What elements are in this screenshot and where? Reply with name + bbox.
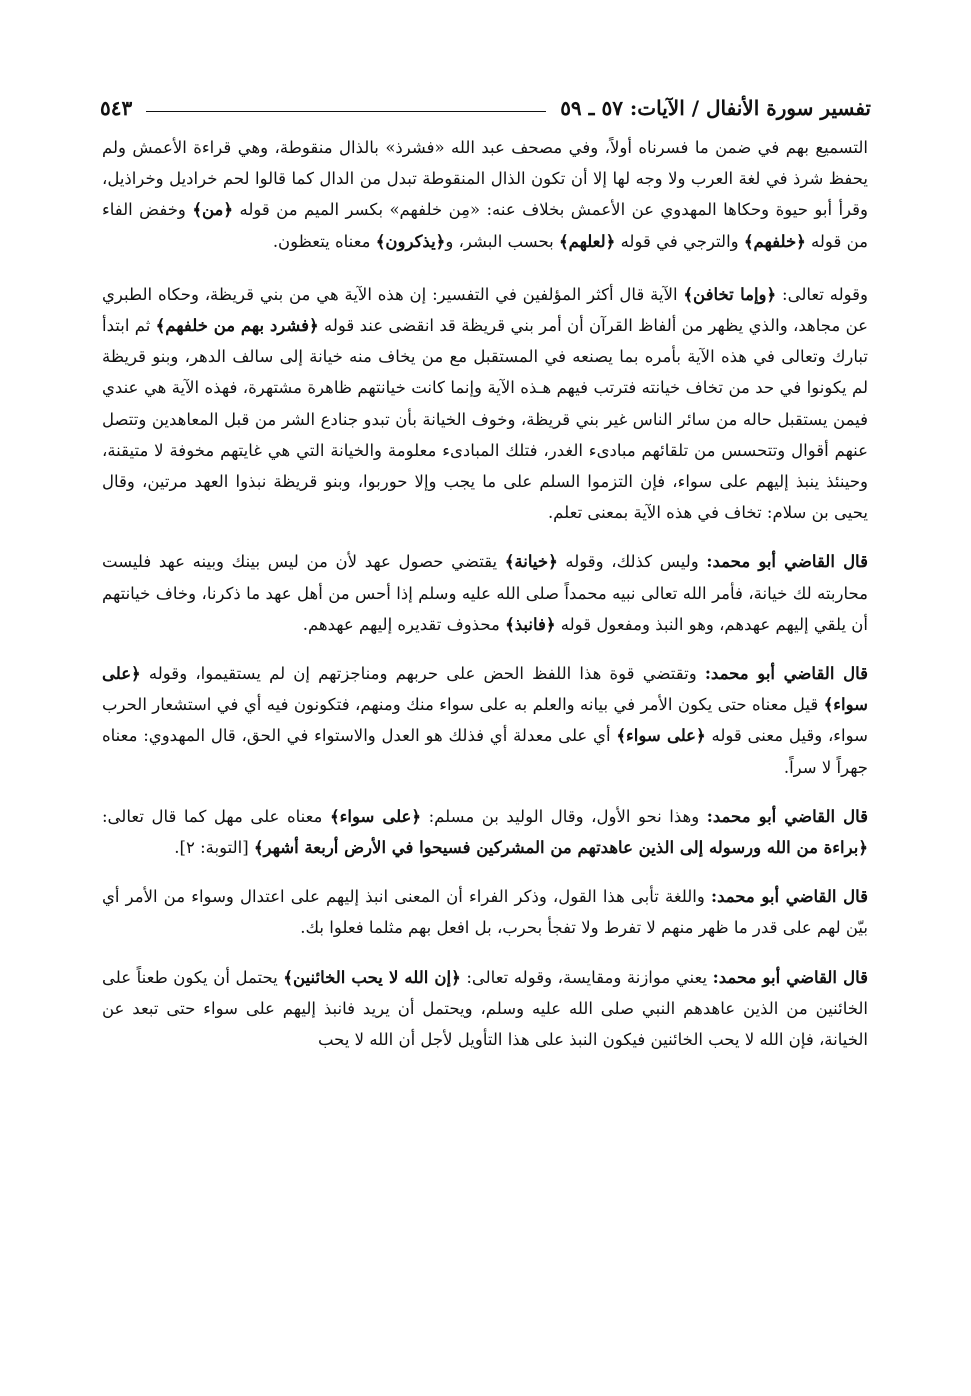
paragraph <box>102 801 868 863</box>
quran-quote: ﴿لعلهم﴾ <box>558 231 616 251</box>
text-run: وهذا نحو الأول، وقال الوليد بن مسلم: <box>421 806 707 826</box>
text-run: الآية قال أكثر المؤلفين في التفسير: إن هذه الآية هي من بني قريظة، وحكاه الطبري عن مجاهد، والذي يظهر من ألفاظ القرآن أن أمر بني قريظة قد انقضى عند قوله <box>102 284 868 336</box>
quran-quote: ﴿فشرد بهم من خلفهم﴾ <box>155 316 319 336</box>
quran-quote: ﴿على سواء﴾ <box>616 726 706 746</box>
text-run: ثم ابتدأ تبارك وتعالى في هذه الآية بأمره بما يصنعه في المستقبل مع من يخاف منه خيانة إلى سالف الدهر، وبنو قريظة لم يكونوا في حد من تخاف خيانته فترتب فيهم هـذه الآية وإنما كانت خيانتهم ظاهرة مشتهرة، فهذه الآية هي عندي فيمن يستقبل حاله من سائر الناس غير بني قريظة، وخوف الخيانة بأن تبدو جنادع الشر من قبل المعاهدين وتتصل عنهم أقوال وتتحسس من تلقائهم مبادىء الغدر، فتلك المبادىء معلومة والخيانة التي هي غايتهم مخوفة لا متيقنة، وحينئذ ينبذ إليهم على سواء، فإن التزموا السلم على ما يجب وإلا حوربوا، وبنو قريظة نبذوا العهد مرتين، وقال يحيى بن سلام: تخاف في هذه الآية بمعنى تعلم. <box>102 316 868 523</box>
text-run: معناه على مهل كما قال تعالى: <box>102 806 330 826</box>
quran-quote: ﴿وإما تخافن﴾ <box>683 284 777 304</box>
speaker-label: قال القاضي أبو محمد: <box>704 664 868 684</box>
quran-quote: ﴿يذكرون﴾ <box>375 231 446 251</box>
paragraph <box>102 546 868 640</box>
quran-quote: ﴿على سواء﴾ <box>329 806 422 826</box>
header-rule <box>146 111 546 112</box>
text-run: يعني موازنة ومقايسة، وقوله تعالى: <box>460 967 713 987</box>
paragraph <box>102 132 868 257</box>
speaker-label: قال القاضي أبو محمد: <box>706 552 868 572</box>
quran-quote: ﴿براءة من الله ورسوله إلى الذين عاهدتهم من المشركين فسيحوا في الأرض أربعة أشهر﴾ <box>253 838 868 858</box>
text-run: وتقتضي قوة هذا اللفظ الحض على حربهم ومناجزتهم إن لم يستقيموا، وقوله <box>140 664 705 684</box>
text-run: واللغة تأبى هذا القول، وذكر الفراء أن المعنى انبذ إليهم على اعتدال وسواء من الأمر أي بيّن لهم على قدر ما ظهر منهم لا تفرط ولا تفجأ بحرب، بل افعل بهم مثلما فعلوا بك. <box>102 887 868 938</box>
text-run: [التوبة: ٢]. <box>174 838 254 858</box>
text-run: بحسب البشر، و <box>445 231 559 251</box>
text-run: وليس كذلك، وقوله <box>557 552 707 572</box>
header-title: تفسير سورة الأنفال / الآيات: ٥٧ ـ ٥٩ <box>560 96 871 120</box>
text-run: وخفض الفاء من قوله <box>102 200 868 251</box>
body-text <box>102 132 868 1073</box>
text-run: التسميع بهم في ضمن ما فسرناه أولاً، وفي مصحف عبد الله «فشرذ» بالذال منقوطة، وهي قراءة الأعمش ولم يحفظ شرذ في لغة العرب ولا وجه لها إلا أن تكون الذال المنقوطة تبدل من الدال كما قالوا لحم خراديل وخراذيل، وقرأ أبو حيوة وحكاها المهدوي عن الأعمش بخلاف عنه: «مِن خلفهم» بكسر الميم من قوله <box>102 138 868 220</box>
text-run: محذوف تقديره إليهم عهدهم. <box>302 614 506 634</box>
paragraph <box>102 279 868 529</box>
quran-quote: ﴿فانبذ﴾ <box>505 614 556 634</box>
quran-quote: ﴿إن الله لا يحب الخائنين﴾ <box>283 967 461 987</box>
quran-quote: ﴿من﴾ <box>192 200 234 220</box>
speaker-label: قال القاضي أبو محمد: <box>712 967 868 987</box>
text-run: أي على معدلة أي فذلك هو العدل والاستواء في الحق، قال المهدوي: معناه جهراً لا سراً. <box>102 726 868 777</box>
text-run: يحتمل أن يكون طعناً على الخائنين من الذين عاهدهم النبي صلى الله عليه وسلم، ويحتمل أن يريد فانبذ إليهم على سواء حتى تبعد عن الخيانة، فإن الله لا يحب الخائنين فيكون النبذ على هذا التأويل لأجل أن الله لا يحب <box>102 967 868 1050</box>
running-header <box>100 80 871 120</box>
speaker-label: قال القاضي أبو محمد: <box>710 887 868 907</box>
paragraph <box>102 658 868 783</box>
speaker-label: قال القاضي أبو محمد: <box>706 806 868 826</box>
text-run: يقتضي حصول عهد لأن من ليس بينك وبينه عهد فليست محاربته لك خيانة، فأمر الله تعالى نبيه محمداً صلى الله عليه وسلم إذا أحس من أهل عهد ما ذكرنا، وخاف خيانتهم أن يلقي إليهم عهدهم، وهو النبذ ومفعول قوله <box>102 552 868 634</box>
quran-quote: ﴿خلفهم﴾ <box>743 231 806 251</box>
paragraph <box>102 881 868 943</box>
page-number: ٥٤٣ <box>100 96 133 120</box>
quran-quote: ﴿على سواء﴾ <box>102 664 868 715</box>
text-run: وقوله تعالى: <box>776 284 868 304</box>
quran-quote: ﴿خيانة﴾ <box>504 552 558 572</box>
text-run: قيل معناه حتى يكون الأمر في بيانه والعلم به على سواء منك ومنهم، فتكونون فيه أي في استشعار الحرب سواء، وقيل معنى قوله <box>102 695 868 746</box>
paragraph <box>102 962 868 1056</box>
text-run: والترجي في قوله <box>615 231 744 251</box>
text-run: معناه يتعظون. <box>272 231 376 251</box>
